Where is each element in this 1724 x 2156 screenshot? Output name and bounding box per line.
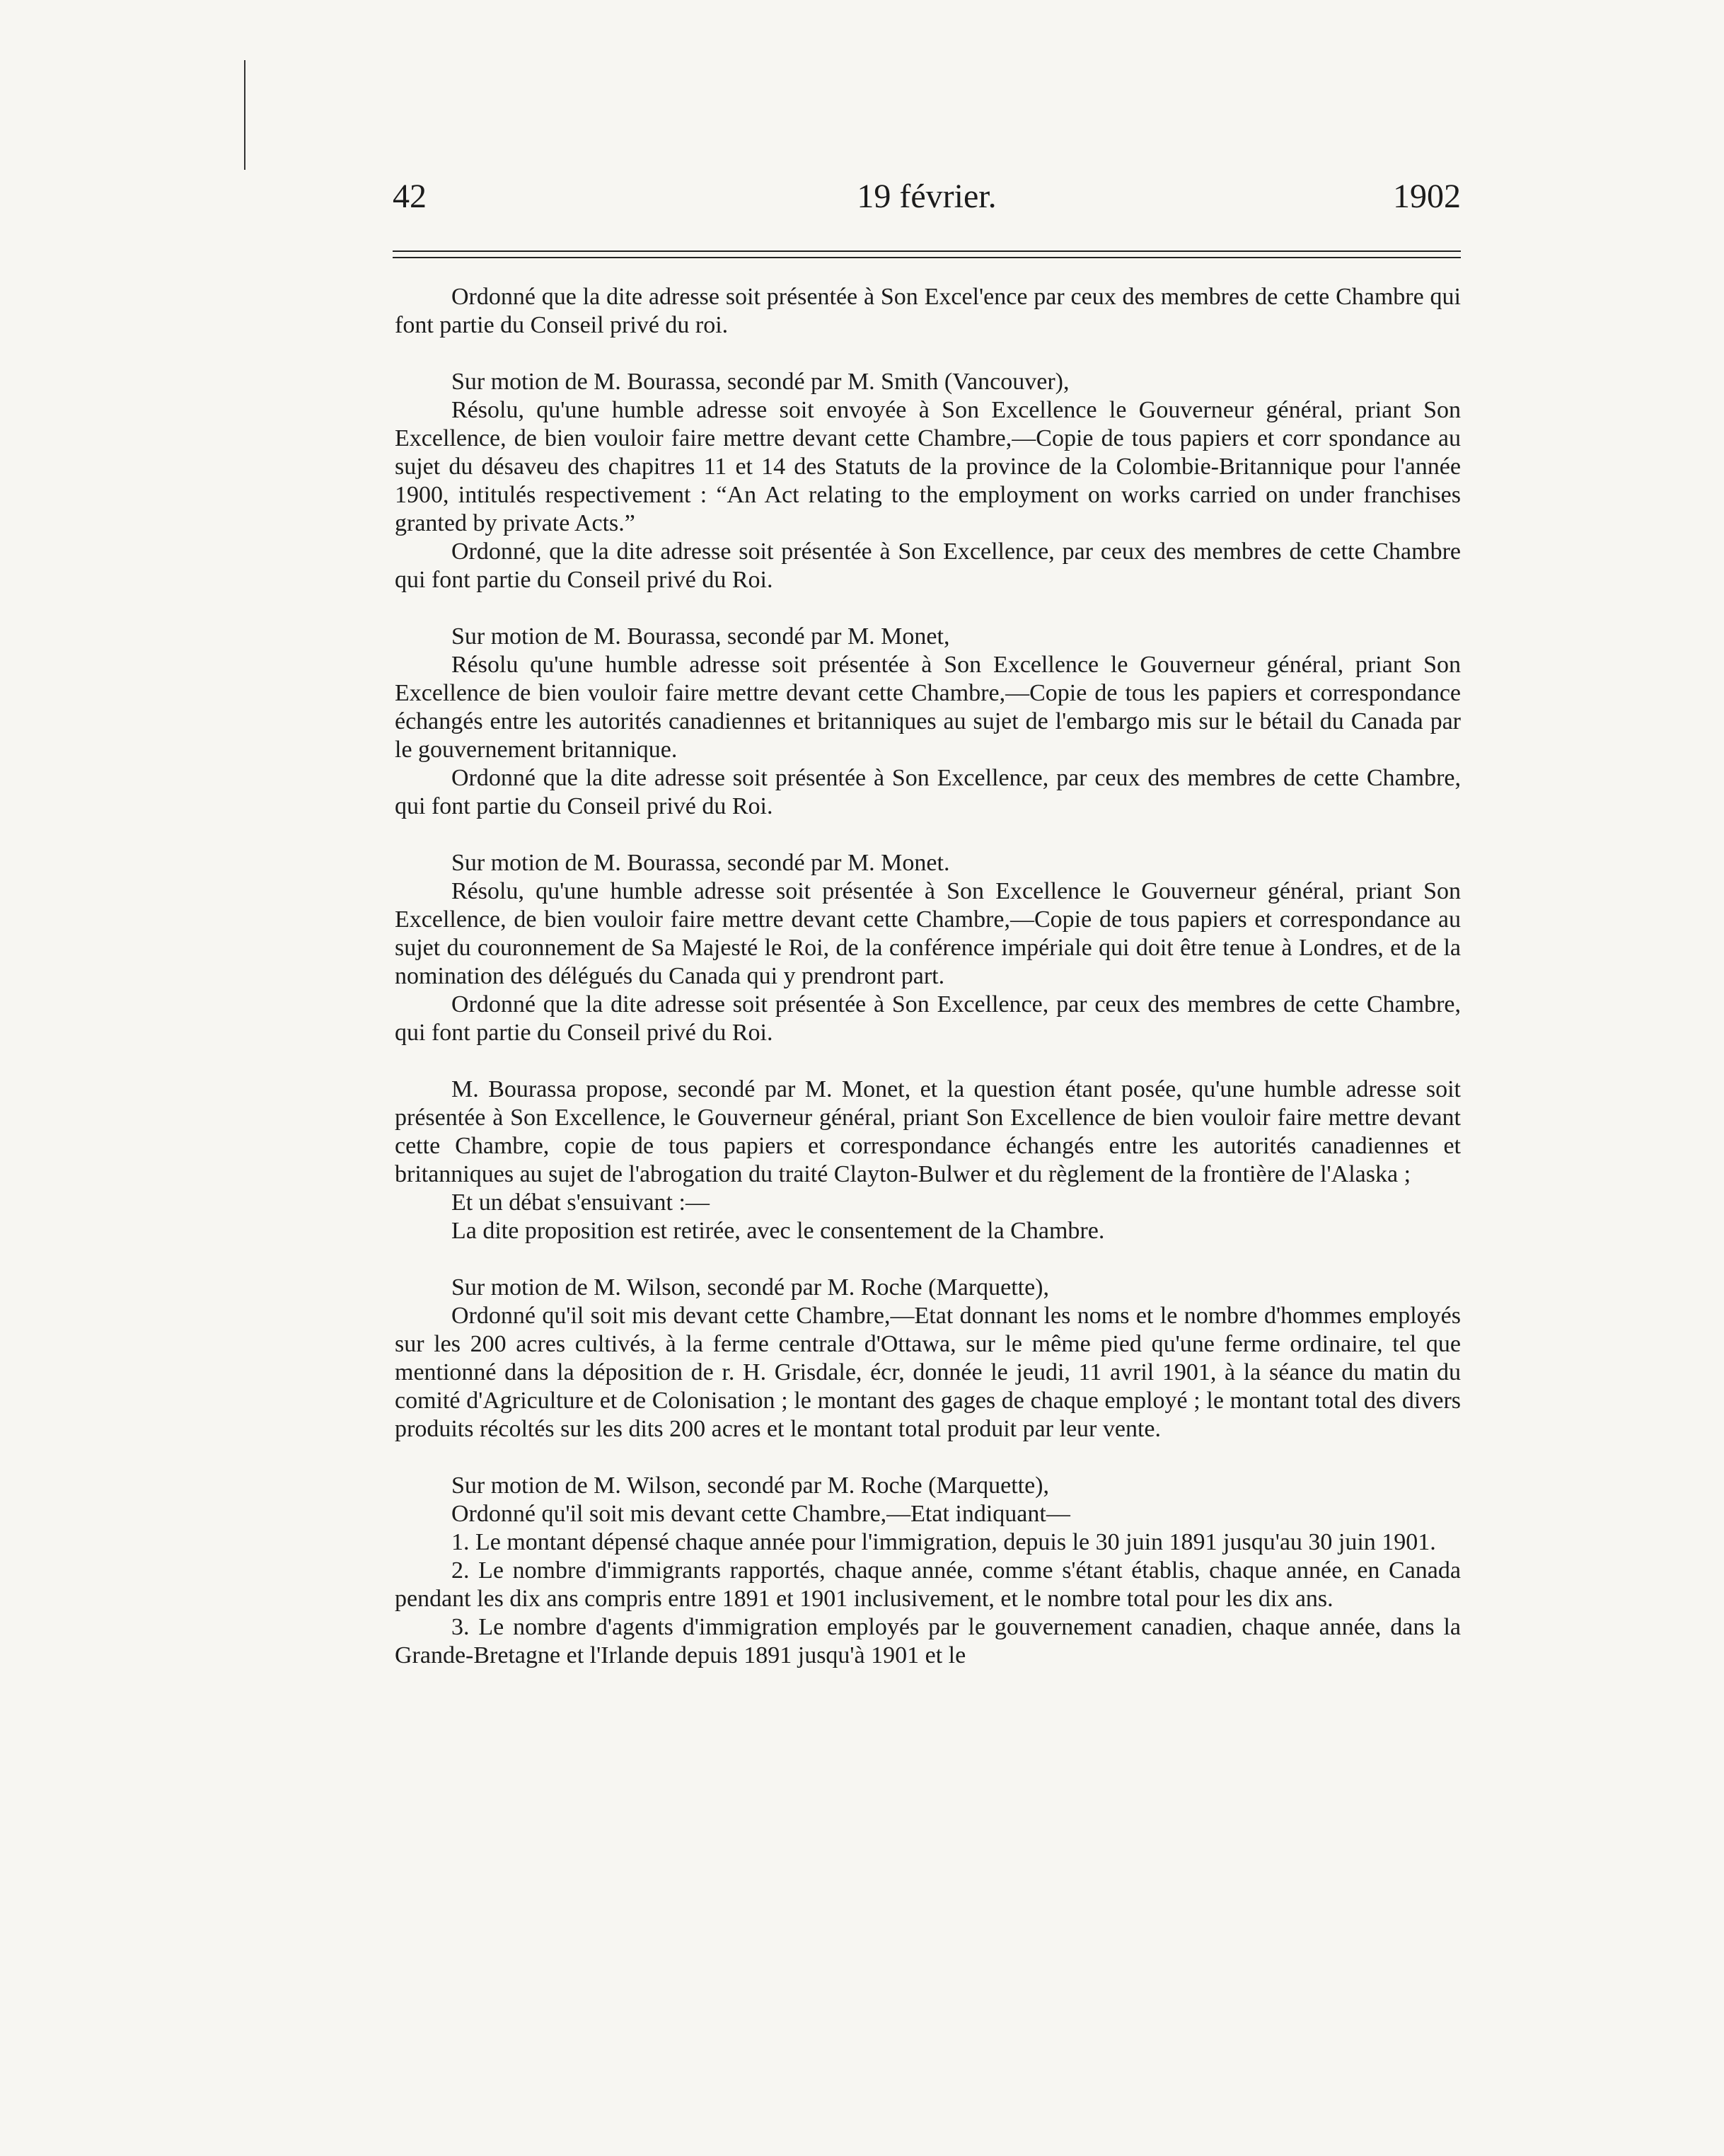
paragraph: Résolu qu'une humble adresse soit présentée à Son Excellence le Gouverneur général, priant Son Excellence de bien vouloir faire mettre devant cette Chambre,—Copie de tous les papiers et correspondance échangés entre les autorités canadiennes et britanniques au sujet de l'embargo mis sur le bétail du Canada par le gouvernement britannique.	[395, 652, 1461, 763]
paragraph: Ordonné qu'il soit mis devant cette Chambre,—Etat donnant les noms et le nombre d'hommes employés sur les 200 acres cultivés, à la ferme centrale d'Ottawa, sur le même pied qu'une ferme ordinaire, tel que mentionné dans la déposition de r. H. Grisdale, écr, donnée le jeudi, 11 avril 1901, à la séance du matin du comité d'Agriculture et de Colonisation ; le montant des gages de chaque employé ; le montant total des divers produits récoltés sur les dits 200 acres et le montant total produit par leur vente.	[395, 1303, 1461, 1442]
paragraph: M. Bourassa propose, secondé par M. Monet, et la question étant posée, qu'une humble adresse soit présentée à Son Excellence, le Gouverneur général, priant Son Excellence de bien vouloir faire mettre devant cette Chambre, copie de tous papiers et correspondance échangés entre les autorités canadiennes et britanniques au sujet de l'abrogation du traité Clayton-Bulwer et du règlement de la frontière de l'Alaska ;	[395, 1076, 1461, 1187]
section-5	[395, 1076, 1461, 1245]
section-6	[395, 1274, 1461, 1443]
section-2	[395, 368, 1461, 594]
section-1	[395, 283, 1461, 340]
paragraph: 2. Le nombre d'immigrants rapportés, chaque année, comme s'étant établis, chaque année, en Canada pendant les dix ans compris entre 1891 et 1901 inclusivement, et le nombre total pour les dix ans.	[395, 1557, 1461, 1612]
section-4	[395, 849, 1461, 1047]
paragraph: Ordonné que la dite adresse soit présentée à Son Excellence, par ceux des membres de cette Chambre, qui font partie du Conseil privé du Roi.	[395, 991, 1461, 1046]
paragraph: Sur motion de M. Wilson, secondé par M. Roche (Marquette),	[451, 1274, 1050, 1301]
paragraph: Sur motion de M. Bourassa, secondé par M. Smith (Vancouver),	[451, 369, 1070, 395]
page-header	[393, 177, 1461, 226]
paragraph: 3. Le nombre d'agents d'immigration employés par le gouvernement canadien, chaque année, dans la Grande-Bretagne et l'Irlande depuis 1891 jusqu'à 1901 et le	[395, 1614, 1461, 1668]
paragraph: Sur motion de M. Bourassa, secondé par M. Monet.	[451, 850, 950, 876]
page-body	[395, 283, 1461, 1698]
margin-line	[244, 60, 245, 170]
paragraph: Résolu, qu'une humble adresse soit envoyée à Son Excellence le Gouverneur général, priant Son Excellence, de bien vouloir faire mettre devant cette Chambre,—Copie de tous papiers et corr spondance au sujet du désaveu des chapitres 11 et 14 des Statuts de la province de la Colombie-Britannique pour l'année 1900, intitulés respectivement : “An Act relating to the employment on works carried on under franchises granted by private Acts.”	[395, 397, 1461, 536]
paragraph: Ordonné que la dite adresse soit présentée à Son Excellence, par ceux des membres de cette Chambre, qui font partie du Conseil privé du Roi.	[395, 765, 1461, 819]
page-number: 42	[393, 178, 427, 215]
header-rule-top	[393, 250, 1461, 252]
section-3	[395, 623, 1461, 821]
paragraph: Résolu, qu'une humble adresse soit présentée à Son Excellence le Gouverneur général, priant Son Excellence, de bien vouloir faire mettre devant cette Chambre,—Copie de tous papiers et correspondance au sujet du couronnement de Sa Majesté le Roi, de la conférence impériale qui doit être tenue à Londres, et de la nomination des délégués du Canada qui y prendront part.	[395, 878, 1461, 989]
paragraph: Ordonné, que la dite adresse soit présentée à Son Excellence, par ceux des membres de cette Chambre qui font partie du Conseil privé du Roi.	[395, 538, 1461, 593]
page-year: 1902	[1393, 178, 1461, 215]
paragraph: La dite proposition est retirée, avec le consentement de la Chambre.	[451, 1218, 1105, 1244]
paragraph: Ordonné que la dite adresse soit présentée à Son Excel'ence par ceux des membres de cette Chambre qui font partie du Conseil privé du roi.	[395, 284, 1461, 338]
paragraph: 1. Le montant dépensé chaque année pour l'immigration, depuis le 30 juin 1891 jusqu'au 30 juin 1901.	[451, 1529, 1436, 1555]
paragraph: Ordonné qu'il soit mis devant cette Chambre,—Etat indiquant—	[451, 1501, 1070, 1527]
page-date: 19 février.	[857, 178, 997, 215]
section-7	[395, 1472, 1461, 1670]
paragraph: Sur motion de M. Bourassa, secondé par M. Monet,	[451, 623, 950, 650]
paragraph: Et un débat s'ensuivant :—	[451, 1189, 710, 1216]
header-rule-bottom	[393, 257, 1461, 258]
paragraph: Sur motion de M. Wilson, secondé par M. Roche (Marquette),	[451, 1472, 1050, 1499]
